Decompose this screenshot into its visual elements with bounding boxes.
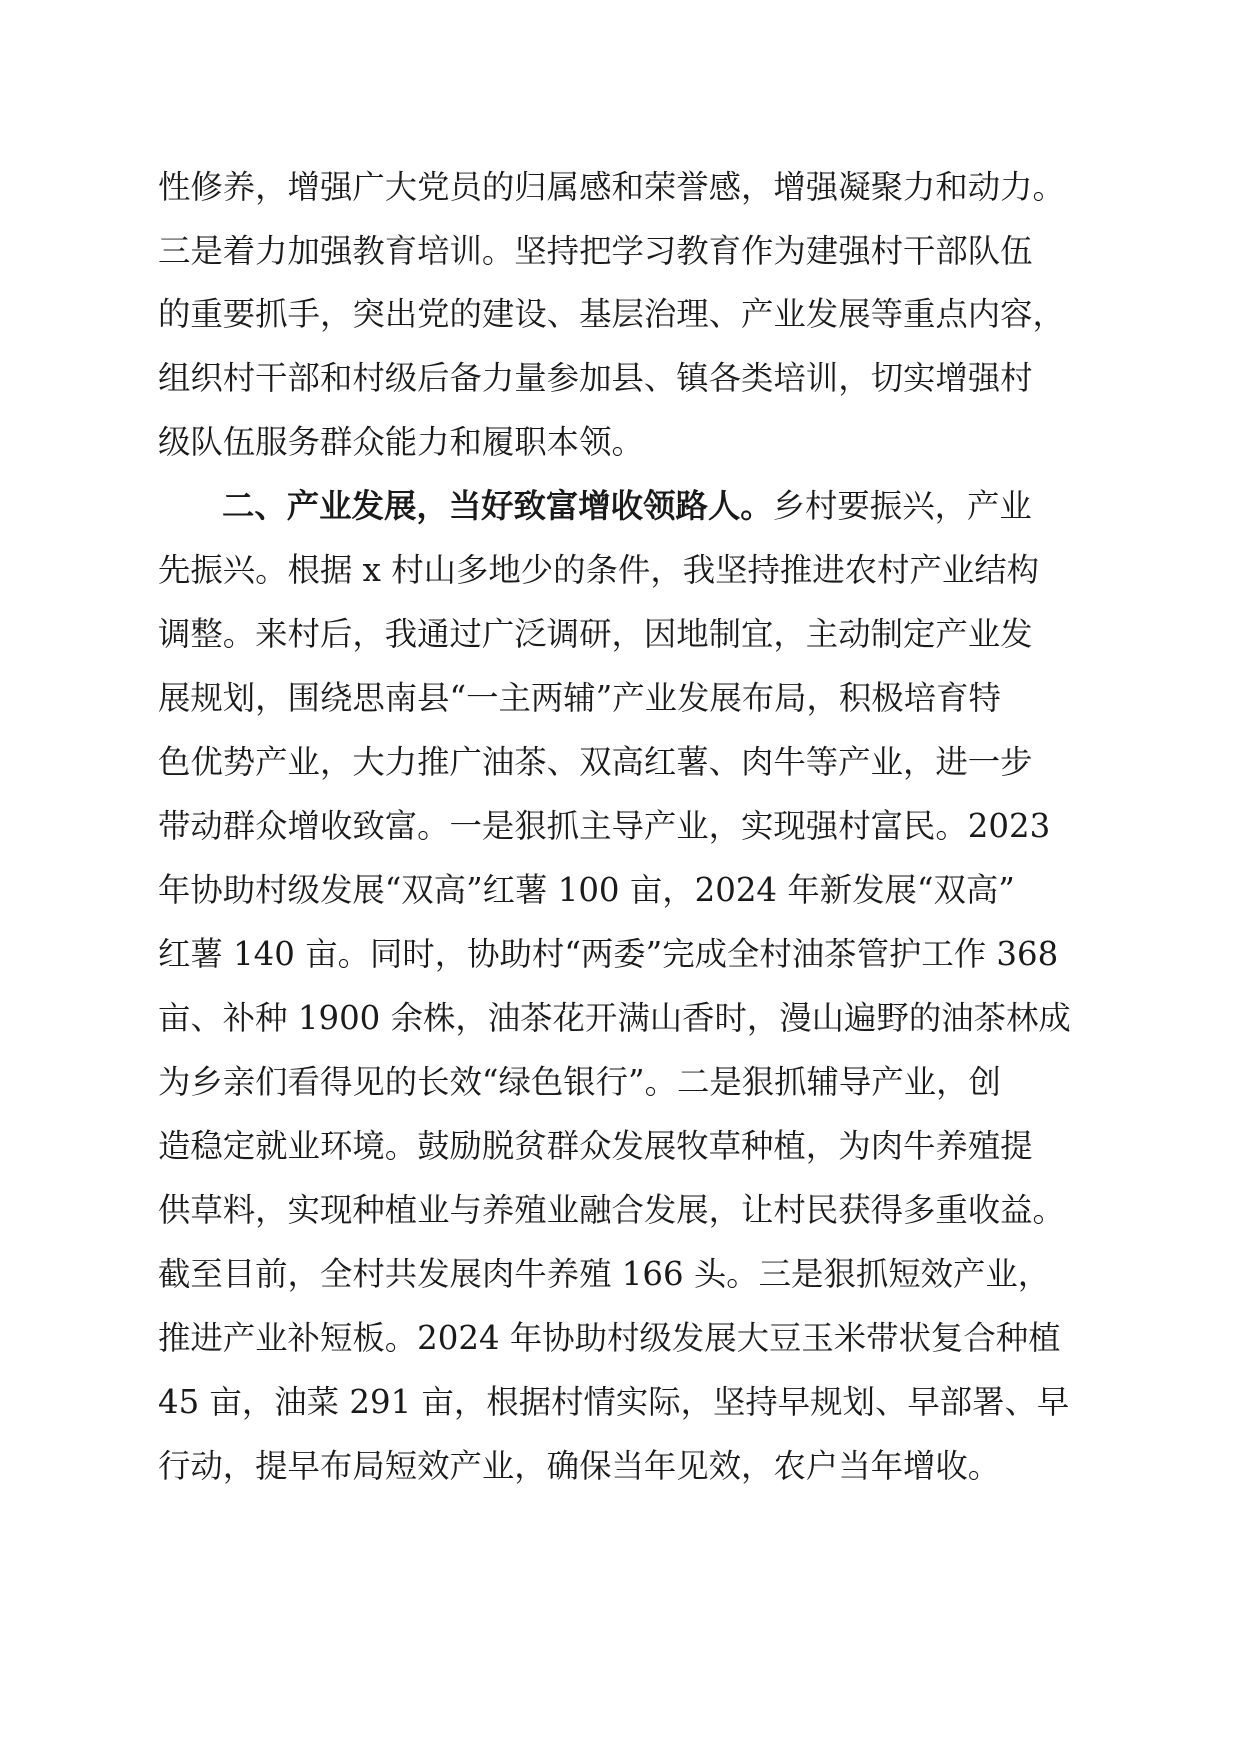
paragraph-line: 亩、补种 1900 余株，油茶花开满山香时，漫山遍野的油茶林成: [158, 999, 1071, 1037]
section-heading-line: [222, 474, 1032, 538]
paragraph-line: 组织村干部和村级后备力量参加县、镇各类培训，切实增强村: [158, 359, 1033, 397]
paragraph-line: 行动，提早布局短效产业，确保当年见效，农户当年增收。: [158, 1447, 1001, 1485]
paragraph-line: 展规划，围绕思南县“一主两辅”产业发展布局，积极培育特: [158, 679, 1001, 717]
paragraph-line: 调整。来村后，我通过广泛调研，因地制宜，主动制定产业发: [158, 615, 1033, 653]
paragraph-line: 性修养，增强广大党员的归属感和荣誉感，增强凝聚力和动力。: [158, 168, 1065, 206]
paragraph-line: 的重要抓手，突出党的建设、基层治理、产业发展等重点内容，: [158, 295, 1065, 333]
paragraph-line: 带动群众增收致富。一是狠抓主导产业，实现强村富民。2023: [158, 807, 1051, 845]
paragraph-line: 造稳定就业环境。鼓励脱贫群众发展牧草种植，为肉牛养殖提: [158, 1127, 1033, 1165]
paragraph-line: 红薯 140 亩。同时，协助村“两委”完成全村油茶管护工作 368: [158, 935, 1059, 973]
paragraph-line: 为乡亲们看得见的长效“绿色银行”。二是狠抓辅导产业，创: [158, 1063, 1001, 1101]
paragraph-line: 级队伍服务群众能力和履职本领。: [158, 423, 644, 461]
paragraph-line: 年协助村级发展“双高”红薯 100 亩，2024 年新发展“双高”: [158, 871, 1015, 909]
paragraph-line: 先振兴。根据 x 村山多地少的条件，我坚持推进农村产业结构: [158, 551, 1040, 589]
paragraph-line: 三是着力加强教育培训。坚持把学习教育作为建强村干部队伍: [158, 232, 1033, 270]
paragraph-line: 色优势产业，大力推广油茶、双高红薯、肉牛等产业，进一步: [158, 743, 1033, 781]
section-lead-text: 乡村要振兴，产业: [772, 487, 1032, 525]
paragraph-line: 截至目前，全村共发展肉牛养殖 166 头。三是狠抓短效产业，: [158, 1255, 1051, 1293]
section-heading: 二、产业发展，当好致富增收领路人。: [222, 487, 773, 525]
paragraph-line: 推进产业补短板。2024 年协助村级发展大豆玉米带状复合种植: [158, 1319, 1061, 1357]
paragraph-line: 45 亩，油菜 291 亩，根据村情实际，坚持早规划、早部署、早: [158, 1383, 1070, 1421]
paragraph-line: 供草料，实现种植业与养殖业融合发展，让村民获得多重收益。: [158, 1191, 1065, 1229]
